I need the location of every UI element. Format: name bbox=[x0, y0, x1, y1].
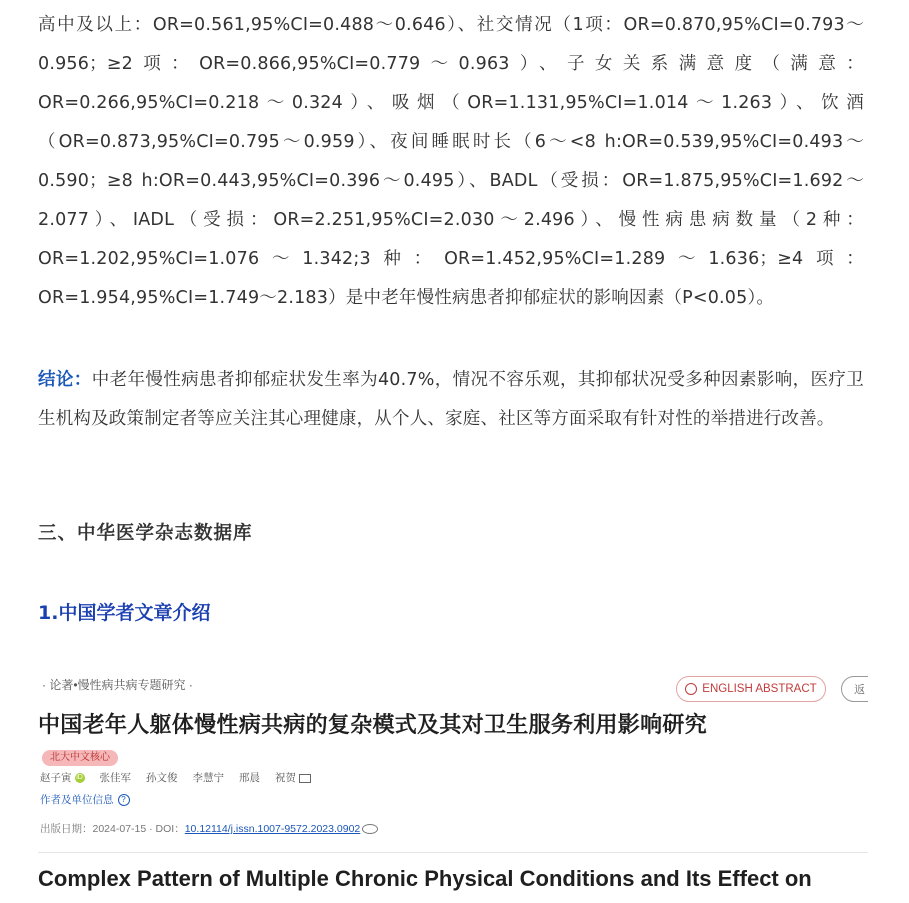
doi-link-icon[interactable] bbox=[362, 824, 378, 834]
author-list bbox=[40, 770, 311, 785]
author[interactable]: 孙文俊 bbox=[146, 772, 178, 784]
author[interactable] bbox=[40, 770, 85, 785]
orcid-icon[interactable]: iD bbox=[76, 774, 83, 782]
author-name: 祝贺 bbox=[275, 772, 296, 784]
english-abstract-label: ENGLISH ABSTRACT bbox=[702, 683, 817, 695]
divider bbox=[38, 852, 868, 853]
publication-info bbox=[40, 821, 378, 836]
conclusion-label: 结论： bbox=[38, 370, 92, 390]
article-title-zh: 中国老年人躯体慢性病共病的复杂模式及其对卫生服务利用影响研究 bbox=[38, 712, 708, 737]
author[interactable] bbox=[275, 770, 311, 785]
doi-link[interactable]: 10.12114/j.issn.1007-9572.2023.0902 bbox=[184, 823, 361, 835]
article-card-image bbox=[38, 664, 868, 903]
core-journal-badge: 北大中文核心 bbox=[42, 750, 118, 766]
return-button[interactable] bbox=[841, 676, 868, 702]
affiliation-label: 作者及单位信息 bbox=[40, 794, 114, 806]
conclusion-text: 中老年慢性病患者抑郁症状发生率为40.7%，情况不容乐观，其抑郁状况受多种因素影响，医疗卫生机构及政策制定者等应关注其心理健康，从个人、家庭、社区等方面采取有针对性的举措进行改善。 bbox=[38, 370, 864, 429]
author[interactable]: 李慧宁 bbox=[192, 772, 224, 784]
subsection-heading: 1.中国学者文章介绍 bbox=[38, 602, 211, 624]
author[interactable]: 张佳军 bbox=[99, 772, 131, 784]
affiliation-toggle[interactable] bbox=[40, 792, 130, 807]
results-paragraph: 高中及以上：OR=0.561,95%CI=0.488～0.646）、社交情况（1项：OR=0.870,95%CI=0.793～0.956；≥2项：OR=0.866,95%CI=0.779～0.963）、子女关系满意度（满意：OR=0.266,95%CI=0.218～0.324）、吸烟（OR=1.131,95%CI=1.014～1.263）、饮酒（OR=0.873,95%CI=0.795～0.959）、夜间睡眠时长（6～<8 h:OR=0.539,95%CI=0.493～0.590；≥8 h:OR=0.443,95%CI=0.396～0.495）、BADL（受损：OR=1.875,95%CI=1.692～2.077）、IADL（受损：OR=2.251,95%CI=2.030～2.496）、慢性病患病数量（2种：OR=1.202,95%CI=1.076～1.342;3种：OR=1.452,95%CI=1.289～1.636；≥4项：OR=1.954,95%CI=1.749～2.183）是中老年慢性病患者抑郁症状的影响因素（P<0.05）。 bbox=[38, 15, 864, 308]
mail-icon[interactable] bbox=[299, 774, 311, 783]
pub-date-label: 出版日期：2024-07-15 · DOI： bbox=[40, 823, 185, 835]
section-heading: 三、中华医学杂志数据库 bbox=[38, 523, 253, 544]
english-abstract-button[interactable] bbox=[676, 676, 826, 702]
article-title-en: Complex Pattern of Multiple Chronic Physical Conditions and Its Effect on bbox=[38, 866, 812, 891]
english-abstract-icon bbox=[685, 683, 697, 695]
conclusion-paragraph bbox=[38, 361, 864, 439]
return-button-label: 返 bbox=[854, 684, 865, 696]
author-name: 赵子寅 bbox=[40, 772, 72, 784]
author[interactable]: 邢晨 bbox=[239, 772, 260, 784]
help-icon: ? bbox=[118, 794, 130, 806]
column-label: · 论著•慢性病共病专题研究 · bbox=[42, 678, 193, 692]
